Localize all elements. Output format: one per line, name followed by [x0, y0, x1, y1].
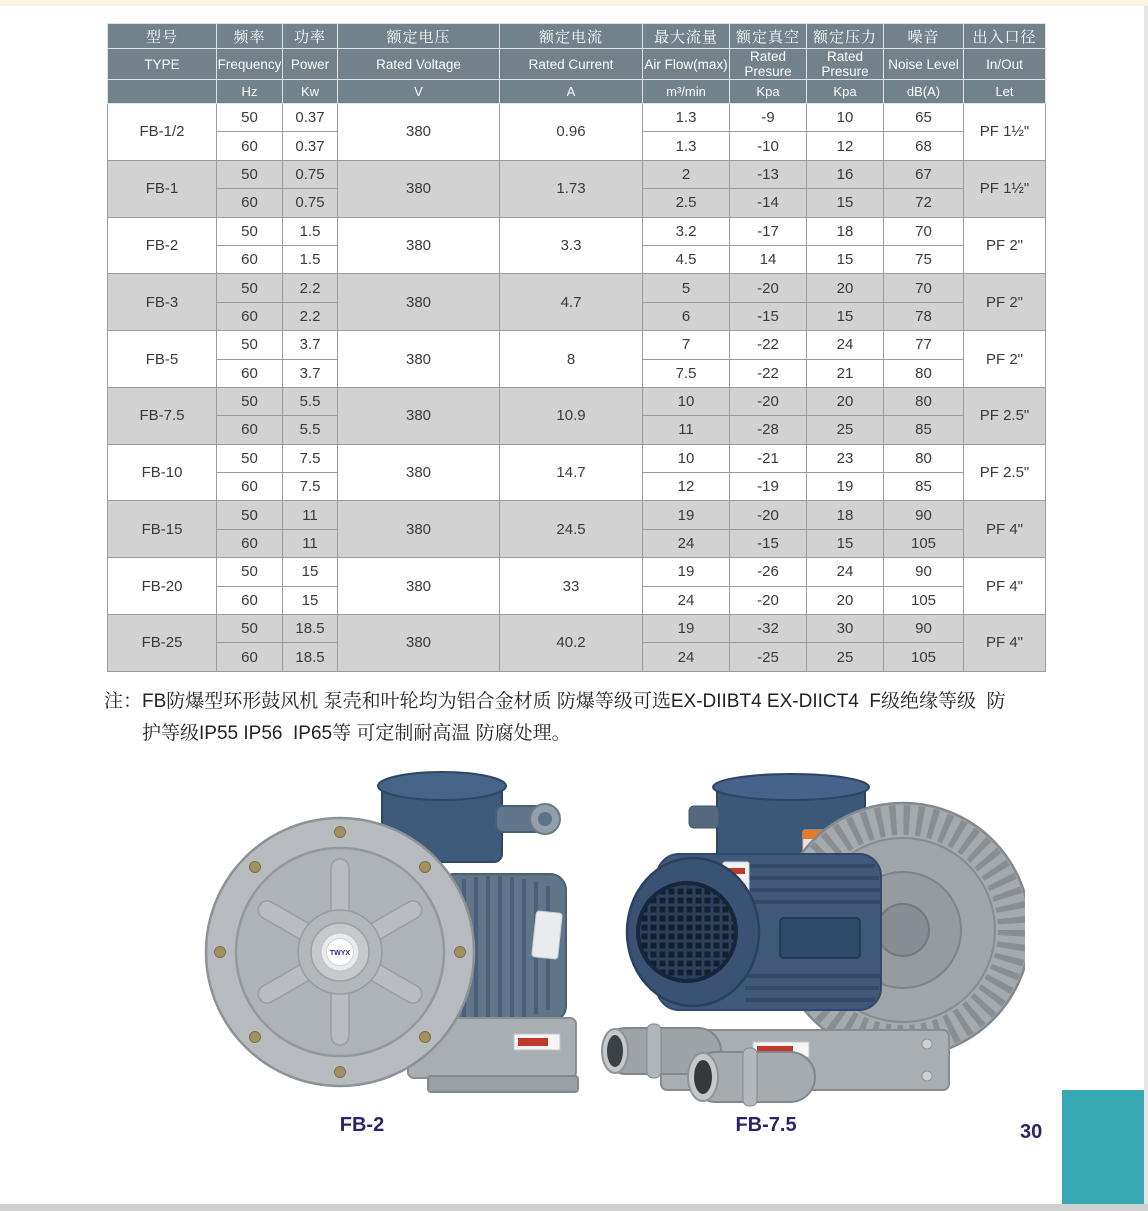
frequency-cell: 60	[217, 189, 283, 217]
corner-accent-block	[1062, 1090, 1144, 1204]
col-header-unit: dB(A)	[884, 80, 964, 104]
power-cell: 1.5	[283, 217, 338, 245]
col-header-en: Rated Presure	[730, 49, 807, 80]
airflow-cell: 10	[643, 387, 730, 415]
page-edge-right	[1144, 6, 1148, 1204]
voltage-cell: 380	[338, 160, 500, 217]
power-cell: 5.5	[283, 416, 338, 444]
col-header-cn: 噪音	[884, 24, 964, 49]
model-cell: FB-25	[108, 615, 217, 672]
table-row	[108, 444, 1046, 472]
noise-cell: 78	[884, 302, 964, 330]
noise-cell: 90	[884, 558, 964, 586]
voltage-cell: 380	[338, 331, 500, 388]
col-header-cn: 额定电流	[500, 24, 643, 49]
pressure-cell: 15	[807, 529, 884, 557]
vacuum-cell: -20	[730, 586, 807, 614]
power-cell: 3.7	[283, 359, 338, 387]
port-size-cell: PF 4"	[964, 558, 1046, 615]
current-cell: 14.7	[500, 444, 643, 501]
spec-table	[107, 23, 1046, 672]
spec-table-head	[108, 24, 1046, 104]
col-header-cn: 最大流量	[643, 24, 730, 49]
vacuum-cell: -25	[730, 643, 807, 671]
frequency-cell: 50	[217, 558, 283, 586]
pressure-cell: 15	[807, 245, 884, 273]
pressure-cell: 21	[807, 359, 884, 387]
frequency-cell: 60	[217, 416, 283, 444]
vacuum-cell: -13	[730, 160, 807, 188]
col-header-unit: V	[338, 80, 500, 104]
airflow-cell: 2.5	[643, 189, 730, 217]
model-cell: FB-1/2	[108, 104, 217, 161]
noise-cell: 105	[884, 529, 964, 557]
airflow-cell: 19	[643, 501, 730, 529]
table-row	[108, 104, 1046, 132]
noise-cell: 70	[884, 274, 964, 302]
power-cell: 18.5	[283, 643, 338, 671]
pressure-cell: 15	[807, 189, 884, 217]
brand-text: TWYX	[329, 950, 351, 957]
pressure-cell: 30	[807, 615, 884, 643]
header-row-unit	[108, 80, 1046, 104]
col-header-cn: 功率	[283, 24, 338, 49]
current-cell: 0.96	[500, 104, 643, 161]
col-header-unit: A	[500, 80, 643, 104]
voltage-cell: 380	[338, 615, 500, 672]
figure-caption-fb2: FB-2	[339, 1114, 385, 1136]
warning-label	[518, 1038, 548, 1046]
airflow-cell: 24	[643, 586, 730, 614]
col-header-cn: 频率	[217, 24, 283, 49]
col-header-en: Rated Current	[500, 49, 643, 80]
noise-cell: 105	[884, 643, 964, 671]
noise-cell: 85	[884, 416, 964, 444]
table-row	[108, 387, 1046, 415]
pressure-cell: 16	[807, 160, 884, 188]
frequency-cell: 50	[217, 387, 283, 415]
voltage-cell: 380	[338, 387, 500, 444]
airflow-cell: 19	[643, 615, 730, 643]
frequency-cell: 60	[217, 245, 283, 273]
fb2-housing	[206, 818, 474, 1086]
model-cell: FB-20	[108, 558, 217, 615]
port-size-cell: PF 2"	[964, 274, 1046, 331]
vent-grill	[638, 883, 736, 981]
frequency-cell: 60	[217, 586, 283, 614]
frequency-cell: 60	[217, 643, 283, 671]
col-header-unit: Let	[964, 80, 1046, 104]
table-row	[108, 274, 1046, 302]
airflow-cell: 1.3	[643, 104, 730, 132]
voltage-cell: 380	[338, 444, 500, 501]
airflow-cell: 2	[643, 160, 730, 188]
vacuum-cell: -17	[730, 217, 807, 245]
pressure-cell: 24	[807, 558, 884, 586]
airflow-cell: 24	[643, 643, 730, 671]
col-header-en: Rated Presure	[807, 49, 884, 80]
pressure-cell: 12	[807, 132, 884, 160]
vacuum-cell: -22	[730, 331, 807, 359]
voltage-cell: 380	[338, 558, 500, 615]
footnote-line-2: 护等级IP55 IP56 IP65等 可定制耐高温 防腐处理。	[142, 723, 571, 744]
fb75-motor	[627, 854, 881, 1010]
airflow-cell: 5	[643, 274, 730, 302]
model-cell: FB-15	[108, 501, 217, 558]
vacuum-cell: -15	[730, 302, 807, 330]
frequency-cell: 50	[217, 444, 283, 472]
voltage-cell: 380	[338, 501, 500, 558]
col-header-en: Noise Level	[884, 49, 964, 80]
airflow-cell: 3.2	[643, 217, 730, 245]
power-cell: 11	[283, 501, 338, 529]
current-cell: 10.9	[500, 387, 643, 444]
port-size-cell: PF 2.5"	[964, 444, 1046, 501]
noise-cell: 90	[884, 615, 964, 643]
col-header-en: Frequency	[217, 49, 283, 80]
port-size-cell: PF 1½"	[964, 160, 1046, 217]
vacuum-cell: -28	[730, 416, 807, 444]
spec-table-body	[108, 104, 1046, 672]
frequency-cell: 60	[217, 302, 283, 330]
voltage-cell: 380	[338, 217, 500, 274]
port-size-cell: PF 4"	[964, 615, 1046, 672]
frequency-cell: 60	[217, 473, 283, 501]
port-size-cell: PF 2"	[964, 217, 1046, 274]
table-row	[108, 331, 1046, 359]
vacuum-cell: -15	[730, 529, 807, 557]
power-cell: 0.37	[283, 104, 338, 132]
frequency-cell: 50	[217, 160, 283, 188]
page-number: 30	[1020, 1121, 1043, 1143]
voltage-cell: 380	[338, 104, 500, 161]
col-header-unit	[108, 80, 217, 104]
fb75-base-silencer	[602, 1024, 949, 1106]
noise-cell: 80	[884, 359, 964, 387]
airflow-cell: 11	[643, 416, 730, 444]
frequency-cell: 60	[217, 359, 283, 387]
col-header-cn: 出入口径	[964, 24, 1046, 49]
airflow-cell: 12	[643, 473, 730, 501]
frequency-cell: 60	[217, 529, 283, 557]
vacuum-cell: -9	[730, 104, 807, 132]
fb75-product-photo	[595, 770, 1025, 1110]
pressure-cell: 20	[807, 387, 884, 415]
power-cell: 0.75	[283, 189, 338, 217]
frequency-cell: 60	[217, 132, 283, 160]
pressure-cell: 19	[807, 473, 884, 501]
footnote	[104, 686, 1006, 750]
model-cell: FB-1	[108, 160, 217, 217]
power-cell: 3.7	[283, 331, 338, 359]
noise-cell: 90	[884, 501, 964, 529]
current-cell: 24.5	[500, 501, 643, 558]
frequency-cell: 50	[217, 615, 283, 643]
model-cell: FB-2	[108, 217, 217, 274]
page-edge-top	[0, 0, 1148, 6]
current-cell: 1.73	[500, 160, 643, 217]
col-header-unit: m³/min	[643, 80, 730, 104]
current-cell: 33	[500, 558, 643, 615]
table-row	[108, 217, 1046, 245]
col-header-cn: 额定真空	[730, 24, 807, 49]
table-row	[108, 615, 1046, 643]
pressure-cell: 25	[807, 643, 884, 671]
power-cell: 1.5	[283, 245, 338, 273]
port-size-cell: PF 1½"	[964, 104, 1046, 161]
vacuum-cell: -14	[730, 189, 807, 217]
pressure-cell: 25	[807, 416, 884, 444]
current-cell: 3.3	[500, 217, 643, 274]
pressure-cell: 23	[807, 444, 884, 472]
vacuum-cell: 14	[730, 245, 807, 273]
power-cell: 2.2	[283, 302, 338, 330]
col-header-en: Air Flow(max)	[643, 49, 730, 80]
current-cell: 40.2	[500, 615, 643, 672]
noise-cell: 77	[884, 331, 964, 359]
frequency-cell: 50	[217, 217, 283, 245]
vacuum-cell: -26	[730, 558, 807, 586]
vacuum-cell: -20	[730, 387, 807, 415]
col-header-en: Rated Voltage	[338, 49, 500, 80]
airflow-cell: 1.3	[643, 132, 730, 160]
noise-cell: 80	[884, 387, 964, 415]
vacuum-cell: -20	[730, 501, 807, 529]
col-header-unit: Kw	[283, 80, 338, 104]
airflow-cell: 7	[643, 331, 730, 359]
col-header-unit: Kpa	[807, 80, 884, 104]
figure-caption-fb75: FB-7.5	[735, 1114, 797, 1136]
pressure-cell: 20	[807, 586, 884, 614]
footnote-label: 注：	[104, 691, 143, 712]
frequency-cell: 50	[217, 104, 283, 132]
noise-cell: 65	[884, 104, 964, 132]
power-cell: 7.5	[283, 444, 338, 472]
power-cell: 15	[283, 558, 338, 586]
power-cell: 7.5	[283, 473, 338, 501]
frequency-cell: 50	[217, 331, 283, 359]
page-edge-bottom	[0, 1204, 1148, 1211]
current-cell: 4.7	[500, 274, 643, 331]
airflow-cell: 7.5	[643, 359, 730, 387]
power-cell: 15	[283, 586, 338, 614]
header-row-en	[108, 49, 1046, 80]
model-cell: FB-7.5	[108, 387, 217, 444]
vacuum-cell: -32	[730, 615, 807, 643]
pressure-cell: 18	[807, 501, 884, 529]
airflow-cell: 24	[643, 529, 730, 557]
noise-cell: 70	[884, 217, 964, 245]
model-cell: FB-5	[108, 331, 217, 388]
vacuum-cell: -10	[730, 132, 807, 160]
port-size-cell: PF 4"	[964, 501, 1046, 558]
name-plate	[780, 918, 860, 958]
vacuum-cell: -20	[730, 274, 807, 302]
col-header-cn: 额定压力	[807, 24, 884, 49]
current-cell: 8	[500, 331, 643, 388]
frequency-cell: 50	[217, 274, 283, 302]
power-cell: 11	[283, 529, 338, 557]
pressure-cell: 20	[807, 274, 884, 302]
fb2-product-photo	[190, 762, 590, 1102]
power-cell: 0.75	[283, 160, 338, 188]
noise-cell: 67	[884, 160, 964, 188]
pressure-cell: 24	[807, 331, 884, 359]
table-row	[108, 558, 1046, 586]
airflow-cell: 4.5	[643, 245, 730, 273]
airflow-cell: 10	[643, 444, 730, 472]
pressure-cell: 18	[807, 217, 884, 245]
noise-cell: 85	[884, 473, 964, 501]
col-header-unit: Hz	[217, 80, 283, 104]
frequency-cell: 50	[217, 501, 283, 529]
header-row-cn	[108, 24, 1046, 49]
noise-cell: 68	[884, 132, 964, 160]
port-size-cell: PF 2.5"	[964, 387, 1046, 444]
model-cell: FB-10	[108, 444, 217, 501]
vacuum-cell: -19	[730, 473, 807, 501]
noise-cell: 75	[884, 245, 964, 273]
footnote-line-1: FB防爆型环形鼓风机 泵壳和叶轮均为铝合金材质 防爆等级可选EX-DIIBT4 EX-DIICT4 F级绝缘等级 防	[142, 691, 1006, 712]
col-header-cn: 额定电压	[338, 24, 500, 49]
col-header-en: In/Out	[964, 49, 1046, 80]
col-header-unit: Kpa	[730, 80, 807, 104]
port-size-cell: PF 2"	[964, 331, 1046, 388]
table-row	[108, 160, 1046, 188]
power-cell: 0.37	[283, 132, 338, 160]
footnote-text	[142, 686, 1005, 750]
col-header-cn: 型号	[108, 24, 217, 49]
model-cell: FB-3	[108, 274, 217, 331]
voltage-cell: 380	[338, 274, 500, 331]
pressure-cell: 10	[807, 104, 884, 132]
col-header-en: Power	[283, 49, 338, 80]
airflow-cell: 6	[643, 302, 730, 330]
power-cell: 5.5	[283, 387, 338, 415]
power-cell: 18.5	[283, 615, 338, 643]
pressure-cell: 15	[807, 302, 884, 330]
table-row	[108, 501, 1046, 529]
power-cell: 2.2	[283, 274, 338, 302]
vacuum-cell: -22	[730, 359, 807, 387]
vacuum-cell: -21	[730, 444, 807, 472]
noise-cell: 105	[884, 586, 964, 614]
noise-cell: 80	[884, 444, 964, 472]
airflow-cell: 19	[643, 558, 730, 586]
col-header-en: TYPE	[108, 49, 217, 80]
noise-cell: 72	[884, 189, 964, 217]
